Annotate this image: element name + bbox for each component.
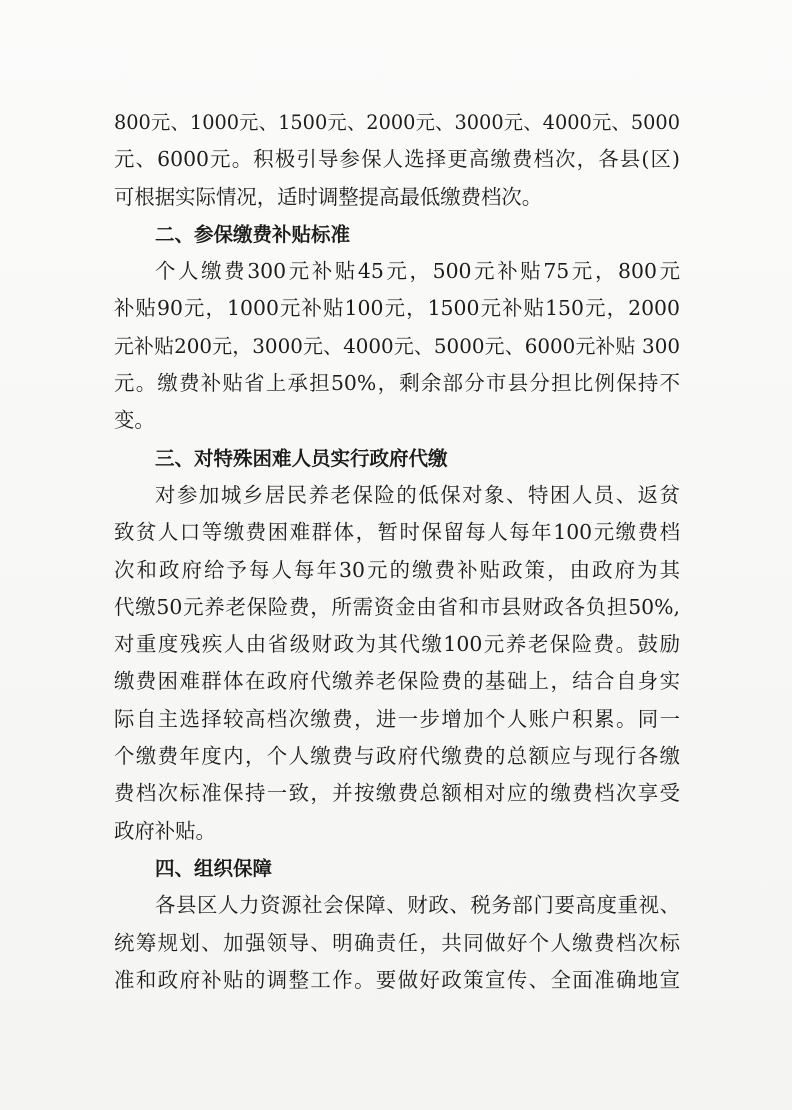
body-line: 个人缴费300元补贴45元，500元补贴75元，800元 — [155, 259, 680, 284]
section-heading-2: 二、参保缴费补贴标准 — [155, 222, 351, 246]
body-line: 缴费困难群体在政府代缴养老保险费的基础上，结合自身实 — [114, 669, 680, 694]
body-line: 政府补贴。 — [114, 818, 216, 843]
body-line: 各县区人力资源社会保障、财政、税务部门要高度重视、 — [155, 893, 680, 918]
body-line: 致贫人口等缴费困难群体，暂时保留每人每年100元缴费档 — [114, 520, 680, 545]
body-line: 代缴50元养老保险费，所需资金由省和市县财政各负担50%, — [114, 594, 680, 619]
body-line: 变。 — [114, 408, 155, 433]
body-line: 元、6000元。积极引导参保人选择更高缴费档次，各县(区) — [114, 147, 680, 172]
body-line: 元。缴费补贴省上承担50%，剩余部分市县分担比例保持不 — [114, 371, 680, 396]
body-line: 可根据实际情况，适时调整提高最低缴费档次。 — [114, 184, 543, 209]
document-body — [114, 104, 680, 999]
body-line: 对参加城乡居民养老保险的低保对象、特困人员、返贫 — [155, 482, 680, 507]
section-heading-4: 四、组织保障 — [155, 856, 273, 880]
body-line: 次和政府给予每人每年30元的缴费补贴政策，由政府为其 — [114, 557, 680, 582]
body-line: 个缴费年度内，个人缴费与政府代缴费的总额应与现行各缴 — [114, 744, 680, 769]
body-line: 元补贴200元，3000元、4000元、5000元、6000元补贴 300 — [114, 334, 680, 358]
body-line: 准和政府补贴的调整工作。要做好政策宣传、全面准确地宣 — [114, 967, 680, 992]
body-line: 际自主选择较高档次缴费，进一步增加个人账户积累。同一 — [114, 706, 680, 731]
body-line: 800元、1000元、1500元、2000元、3000元、4000元、5000 — [114, 111, 680, 134]
body-line: 补贴90元，1000元补贴100元，1500元补贴150元，2000 — [114, 296, 680, 321]
body-line: 对重度残疾人由省级财政为其代缴100元养老保险费。鼓励 — [114, 632, 680, 657]
body-line: 费档次标准保持一致，并按缴费总额相对应的缴费档次享受 — [114, 781, 680, 806]
section-heading-3: 三、对特殊困难人员实行政府代缴 — [155, 446, 448, 470]
body-line: 统筹规划、加强领导、明确责任，共同做好个人缴费档次标 — [114, 930, 680, 955]
